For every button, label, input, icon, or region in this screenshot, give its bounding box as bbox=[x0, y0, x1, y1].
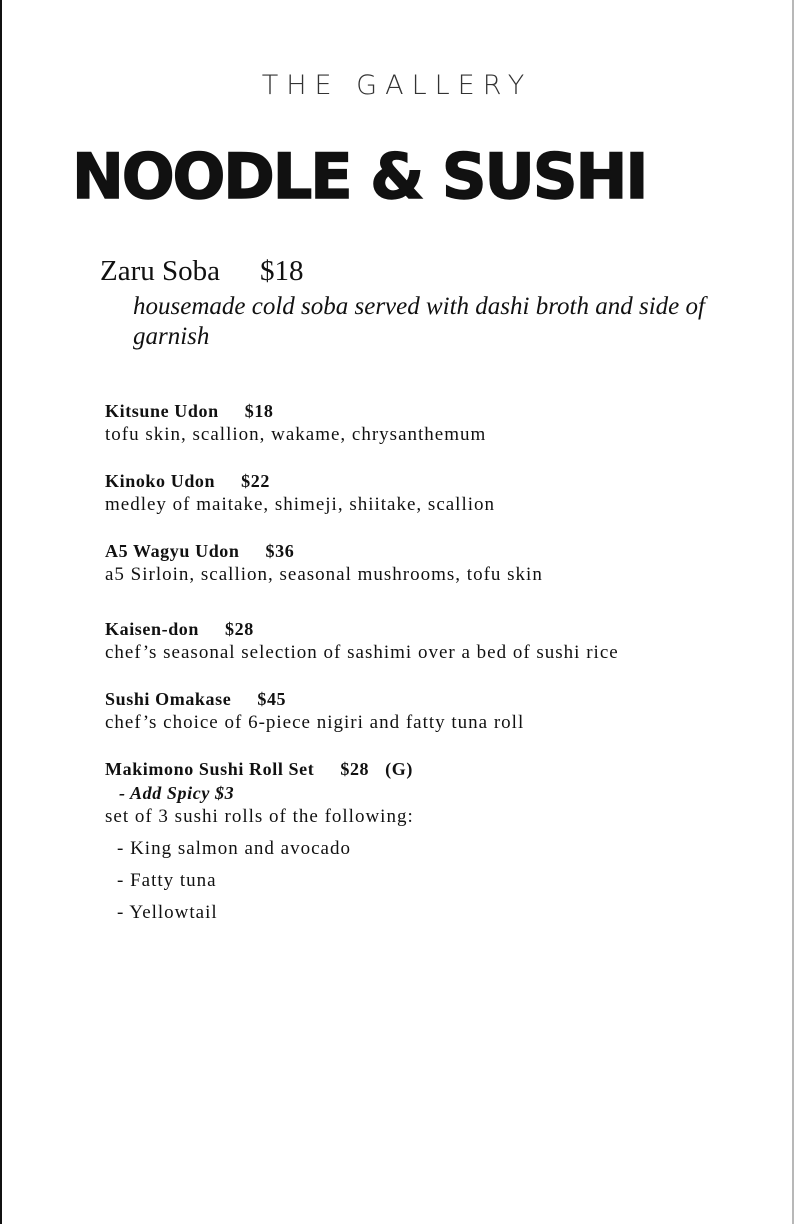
menu-item-description: chef’s choice of 6-piece nigiri and fatty tuna roll bbox=[105, 712, 525, 733]
menu-item-price: $22 bbox=[241, 471, 270, 491]
menu-item-price: $28 bbox=[340, 759, 370, 779]
menu-item bbox=[105, 399, 745, 447]
menu-item-description: tofu skin, scallion, wakame, chrysanthemum bbox=[105, 424, 487, 445]
menu-item-description: set of 3 sushi rolls of the following: bbox=[105, 806, 414, 827]
menu-item-list bbox=[105, 399, 745, 947]
section-title: NOODLE & SUSHI bbox=[72, 140, 647, 213]
featured-item-name: Zaru Soba bbox=[100, 255, 220, 287]
menu-item-name: Kitsune Udon bbox=[105, 401, 219, 421]
menu-item bbox=[105, 539, 745, 587]
menu-item bbox=[105, 687, 745, 735]
menu-item-description: medley of maitake, shimeji, shiitake, scallion bbox=[105, 494, 496, 515]
menu-item bbox=[105, 757, 745, 925]
roll-option: - Yellowtail bbox=[117, 902, 218, 923]
restaurant-brand: THE GALLERY bbox=[261, 70, 533, 101]
gluten-tag: (G) bbox=[385, 759, 413, 779]
featured-item bbox=[100, 255, 740, 352]
menu-item-name: Kinoko Udon bbox=[105, 471, 216, 491]
menu-item bbox=[105, 617, 745, 665]
menu-item-addon: - Add Spicy $3 bbox=[119, 783, 235, 803]
menu-item-price: $28 bbox=[225, 619, 254, 639]
menu-item-name: Kaisen-don bbox=[105, 619, 200, 639]
menu-item-price: $36 bbox=[265, 541, 295, 561]
featured-item-description: housemade cold soba served with dashi broth and side of garnish bbox=[133, 293, 705, 350]
featured-item-header bbox=[100, 255, 740, 288]
menu-item bbox=[105, 469, 745, 517]
menu-item-name: Makimono Sushi Roll Set bbox=[105, 759, 315, 779]
menu-item-price: $45 bbox=[257, 689, 287, 709]
menu-item-price: $18 bbox=[244, 401, 274, 421]
roll-option: - King salmon and avocado bbox=[117, 838, 351, 859]
menu-item-name: A5 Wagyu Udon bbox=[105, 541, 240, 561]
featured-item-price: $18 bbox=[260, 255, 304, 287]
roll-option: - Fatty tuna bbox=[117, 870, 217, 891]
menu-item-name: Sushi Omakase bbox=[105, 689, 232, 709]
menu-item-description: a5 Sirloin, scallion, seasonal mushrooms, tofu skin bbox=[105, 564, 543, 585]
menu-item-description: chef’s seasonal selection of sashimi over a bed of sushi rice bbox=[105, 642, 619, 663]
